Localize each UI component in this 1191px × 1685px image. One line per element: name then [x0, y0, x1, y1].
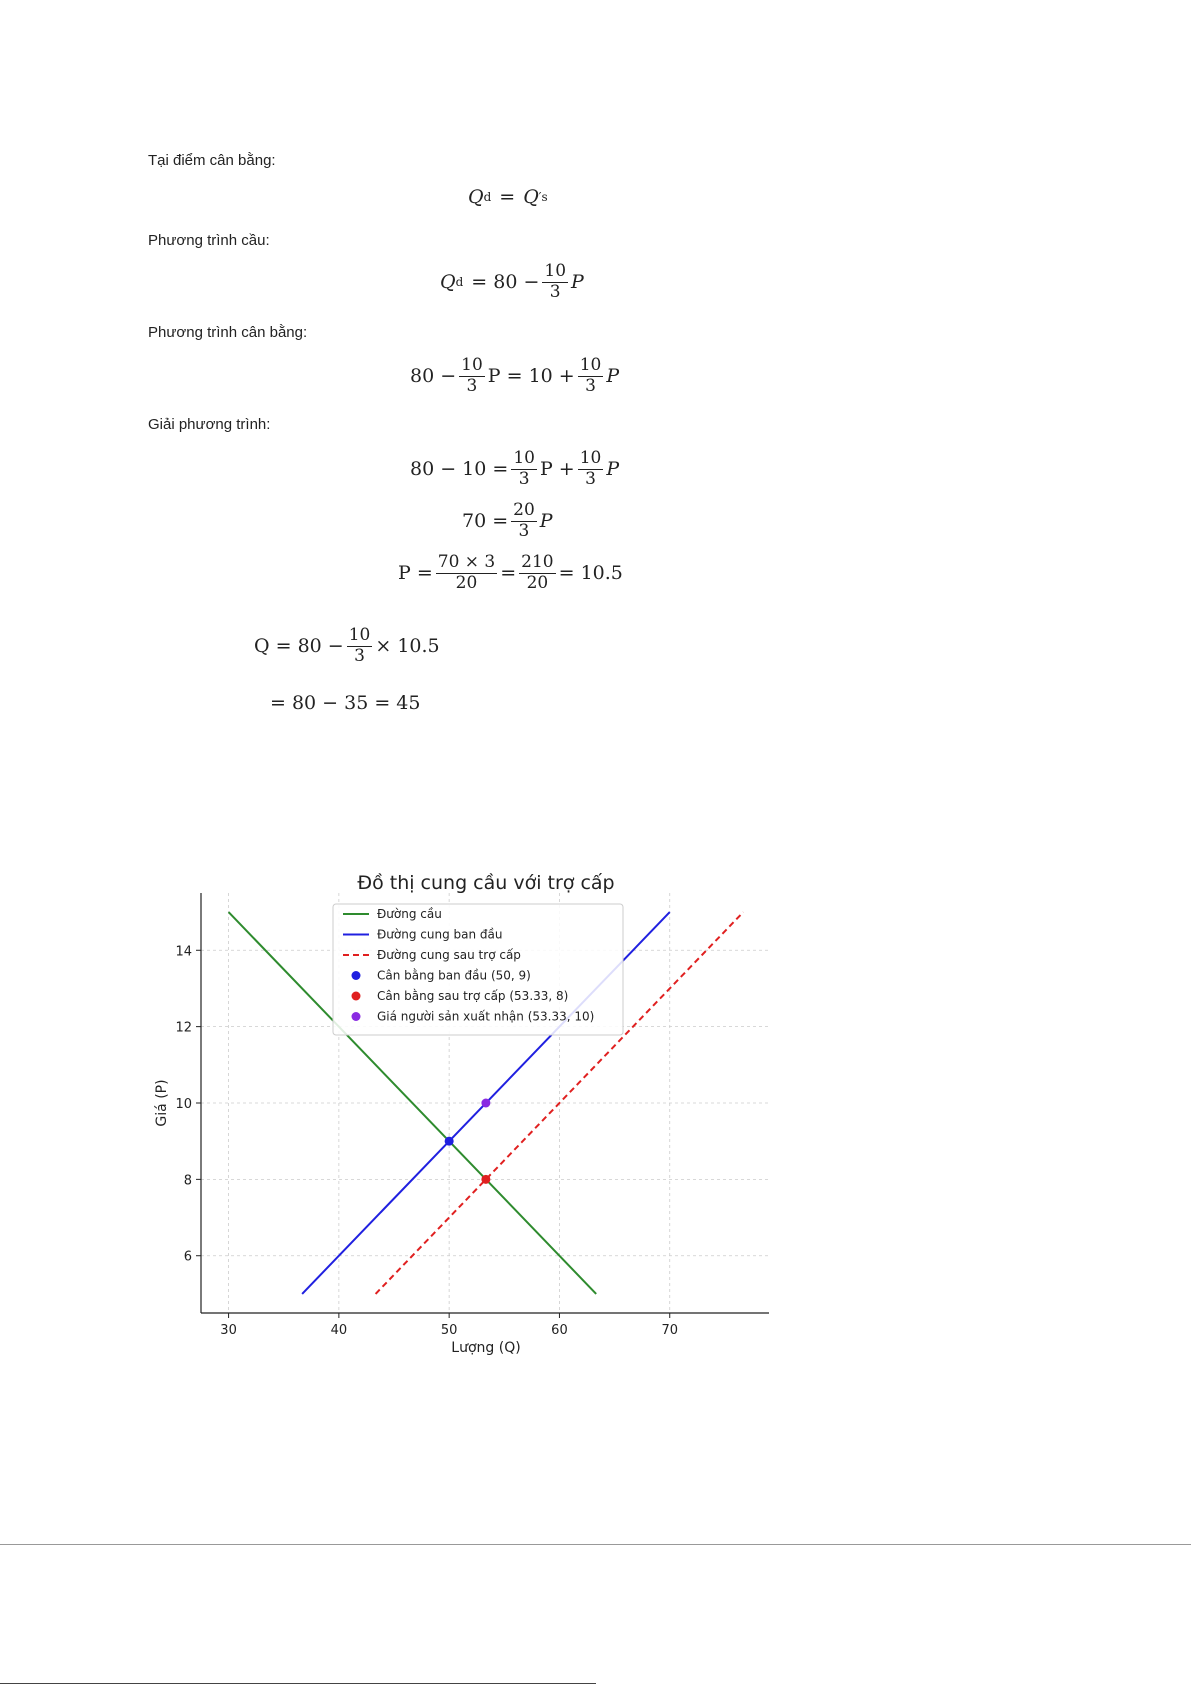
- equation-solve-step-2: 70 = $\frac{20}{3}$ P: [462, 500, 553, 541]
- data-point: [481, 1099, 490, 1108]
- equation-equilibrium: Q d = Q ′s: [468, 186, 548, 208]
- page-separator: [0, 1544, 1191, 1545]
- legend-entry-label: Đường cầu: [377, 907, 442, 921]
- y-tick-label: 8: [183, 1173, 192, 1189]
- x-tick-label: 70: [661, 1323, 679, 1338]
- data-point: [481, 1175, 490, 1184]
- y-tick-label: 12: [175, 1020, 192, 1036]
- legend-point-swatch: [352, 992, 361, 1001]
- equation-quantity-result: = 80 − 35 = 45: [270, 692, 421, 714]
- supply-demand-chart: [140, 860, 780, 1360]
- chart-title: Đồ thị cung cầu với trợ cấp: [357, 872, 615, 894]
- equation-solve-step-1: 80 − 10 = $\frac{10}{3}$ P + $\frac{10}{3}$ P: [410, 448, 620, 489]
- data-points: [445, 1099, 491, 1184]
- data-point: [445, 1137, 454, 1146]
- x-tick-label: 40: [330, 1323, 348, 1338]
- legend-entry-label: Cân bằng ban đầu (50, 9): [377, 968, 531, 983]
- legend-entry-label: Đường cung sau trợ cấp: [377, 948, 521, 962]
- equation-balance: 80 − $\frac{10}{3}$ P = 10 + $\frac{10}{3}$ P: [410, 355, 620, 396]
- y-tick-label: 10: [175, 1097, 192, 1112]
- legend-entry-label: Cân bằng sau trợ cấp (53.33, 8): [377, 989, 569, 1003]
- legend: [333, 904, 623, 1035]
- label-equilibrium: Tại điểm cân bằng:: [148, 152, 276, 169]
- equation-solve-price: P = $\frac{70 \times 3}{20}$ = $\frac{210}{20}$ = 10.5: [398, 552, 623, 593]
- y-axis-label: Giá (P): [154, 1079, 170, 1127]
- x-tick-label: 50: [440, 1323, 458, 1338]
- label-balance-equation: Phương trình cân bằng:: [148, 324, 308, 341]
- legend-point-swatch: [352, 1012, 361, 1021]
- equation-demand: Q d = 80 − $\frac{10}{3}$ P: [440, 261, 584, 302]
- equation-quantity: Q = 80 − $\frac{10}{3}$ × 10.5: [254, 625, 440, 666]
- label-demand-equation: Phương trình cầu:: [148, 232, 270, 249]
- bottom-rule: [0, 1683, 596, 1684]
- legend-entry-label: Đường cung ban đầu: [377, 927, 503, 942]
- legend-point-swatch: [352, 971, 361, 980]
- legend-entry-label: Giá người sản xuất nhận (53.33, 10): [377, 1009, 595, 1024]
- label-solve: Giải phương trình:: [148, 416, 271, 433]
- x-tick-label: 60: [551, 1323, 568, 1338]
- y-tick-label: 14: [175, 944, 192, 960]
- x-axis-label: Lượng (Q): [451, 1340, 521, 1356]
- x-tick-label: 30: [220, 1323, 237, 1338]
- y-tick-label: 6: [183, 1249, 192, 1265]
